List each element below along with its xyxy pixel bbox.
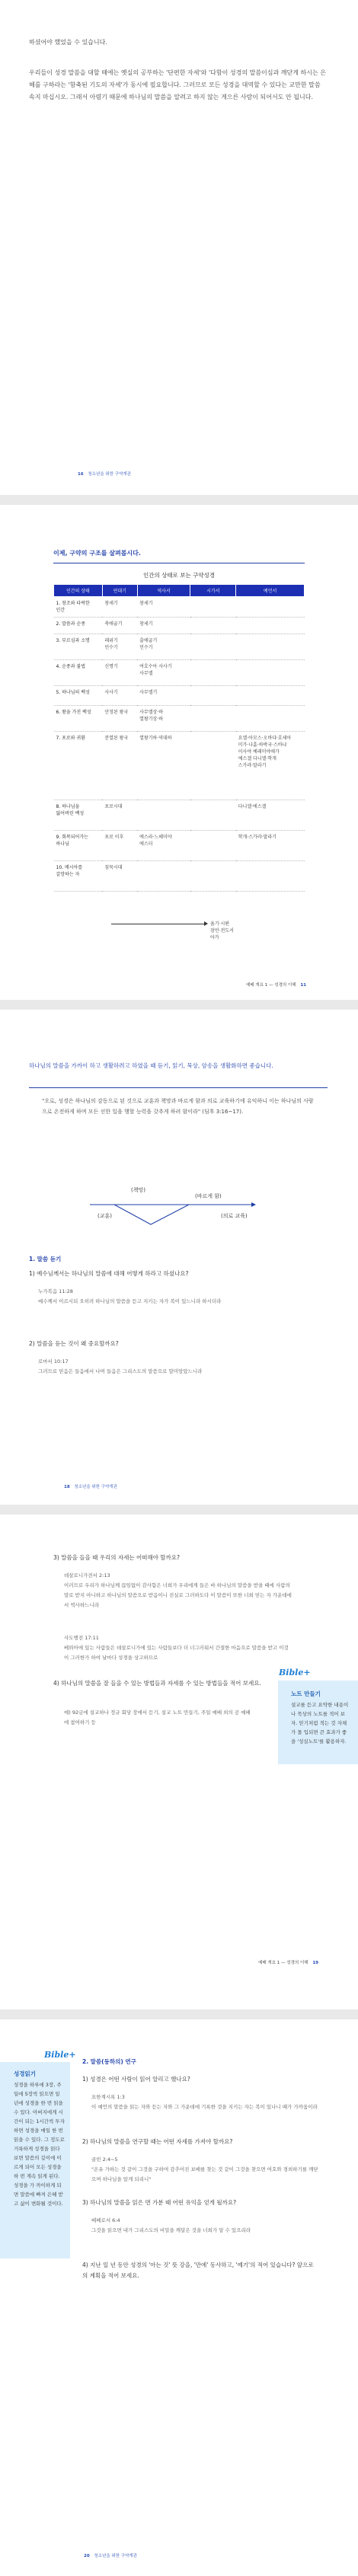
footer-label: 청소년을 위한 구약개관: [74, 1485, 118, 1489]
page-footer: [258, 1959, 318, 1965]
table-cell: [190, 634, 236, 660]
subsection-title: 1. 말씀 듣기: [29, 1256, 62, 1262]
table-cell: 열왕기하·역대하: [137, 732, 190, 800]
table-row: [54, 706, 305, 732]
paragraph: 하셨어야 했었을 수 있습니다.: [29, 39, 107, 46]
table-cell: 8. 하나님을 잃어버린 백성: [54, 800, 103, 831]
page-4: [0, 1515, 358, 2009]
table-header-cell: 시가서: [190, 585, 236, 597]
footer-label: 예배 개요 1 — 성경의 이해: [258, 1961, 308, 1965]
table-cell: [190, 660, 236, 686]
answer-text: 예) 92금에 설교하나 정규 회당 장에서 듣기, 설교 노트 만들기, 주일 예배 외의 공 예배에 참여하기 등: [64, 1709, 251, 1725]
question: 1) 성경은 어떤 사람이 읽어 알리고 했나요?: [82, 2076, 190, 2083]
answer-ref: 데살로니가전서 2:13: [64, 1572, 110, 1578]
table-cell: 요엘·아모스·오바댜·호세아 미가·나훔·하박국·스바냐 이사야 예레미야애가 에스겔 다니엘·학개 스가랴·말라기: [236, 732, 305, 800]
table-row: [54, 686, 305, 706]
answer-text: 베뢰아에 있는 사람들은 데살로니가에 있는 사람들보다 더 너그러워서 간절한 마음으로 말씀을 받고 이것이 그러한가 하여 날마다 성경을 상고하므로: [64, 1645, 289, 1661]
table-body: [54, 597, 305, 892]
question: 1) 예수님께서는 하나님의 말씀에 대해 어떻게 하라고 하셨나요?: [29, 1270, 189, 1277]
bible-plus-logo: Bible+: [279, 1668, 311, 1677]
table-cell: [236, 686, 305, 706]
table-row: [54, 634, 305, 660]
table-cell: 1. 창조와 타락한 인간: [54, 597, 103, 618]
page-number: 18: [64, 1485, 70, 1489]
table-cell: 에스라·느헤미야 에스더: [137, 831, 190, 861]
table-header-row: [54, 585, 305, 597]
answer-text: 예수께서 이르시되 오히려 하나님의 말씀을 듣고 지키는 자가 복이 있느니라 하시더라: [38, 1298, 222, 1304]
page-2: [0, 505, 358, 1000]
footer-label: 청소년을 위한 구약개관: [94, 2554, 138, 2558]
table-header-cell: 연대기: [102, 585, 137, 597]
answer-ref: 로마서 10:17: [38, 1358, 69, 1365]
table-cell: [236, 660, 305, 686]
table-cell: 사사기: [102, 686, 137, 706]
table-cell: 여호수아 사사기 사무엘: [137, 660, 190, 686]
table-header-cell: 인간의 상태: [54, 585, 103, 597]
question: 4) 지난 일 년 동안 성경의 '아는 것' 뜻 강을, '만에' 동사하고, '예기'의 적어 있습니다? 앞으로의 계획을 적어 보세요.: [82, 2262, 314, 2279]
answer-ref: 누가복음 11:28: [38, 1288, 73, 1294]
table-title: 인간의 상태로 보는 구약성경: [142, 572, 216, 579]
table-cell: [190, 732, 236, 800]
table-cell: [190, 597, 236, 618]
ot-structure-table: [53, 584, 305, 892]
poetry-note: 욥기·시편 잠언·전도서 아가: [210, 921, 234, 940]
page-1: [0, 0, 358, 495]
table-cell: 포로시대: [102, 800, 137, 831]
answer-ref: 요한계시록 1:3: [91, 2094, 125, 2100]
table-row: [54, 861, 305, 892]
tip-box-title: 성경읽기: [14, 2070, 36, 2077]
table-cell: [190, 861, 236, 892]
tip-box-text: 설교를 듣고 요약한 내용이나 묵상의 노트를 적어 보자. 믿기처럼 적는 것 자체가 몰 입되면 큰 효과가 좋을 '성실노트'를 활용하자.: [291, 1702, 349, 1744]
table-cell: 안정된 왕국: [102, 706, 137, 732]
table-cell: 사무엘기: [137, 686, 190, 706]
table-cell: [190, 800, 236, 831]
answer-ref: 사도행전 17:11: [64, 1635, 99, 1641]
answer-ref: 골빈 2:4~5: [91, 2156, 118, 2163]
question: 2) 하나님의 말씀을 연구할 때는 어떤 자세를 가져야 할까요?: [82, 2138, 233, 2145]
table-cell: 학개·스가랴·말라기: [236, 831, 305, 861]
diagram-label-left: (교훈): [97, 1213, 112, 1219]
timeline-arrow-icon: [204, 921, 208, 926]
diagram-arrowhead-icon: [251, 1202, 256, 1207]
page-number: 20: [84, 2554, 90, 2558]
table-cell: [236, 597, 305, 618]
page-footer: [246, 982, 306, 988]
section-title: 이제, 구약의 구조를 살펴봅시다.: [53, 550, 141, 557]
footer-label: 예배 개요 1 — 성경의 이해: [246, 983, 296, 988]
footer-label: 청소년을 위한 구약개관: [88, 472, 132, 477]
table-cell: [137, 861, 190, 892]
table-cell: [236, 861, 305, 892]
table-cell: [236, 618, 305, 634]
question: 4) 하나님의 말씀을 잘 들을 수 있는 방법들과 자세를 수 있는 방법들을 적어 보세요.: [53, 1680, 261, 1687]
table-cell: 2. 말씀과 순종: [54, 618, 103, 634]
table-cell: 침묵시대: [102, 861, 137, 892]
table-cell: [190, 831, 236, 861]
table-row: [54, 800, 305, 831]
table-cell: 7. 포로와 귀환: [54, 732, 103, 800]
tip-box-text: 성경을 하루에 3장, 주일에 5장씩 읽으면 일 년에 성경을 한 번 읽을 수 있다. 아버지에게 시간이 되는 1시간씩 투자하면 성경을 매일 한 번 읽을 수 있다. 그 정도로 거룩하게 성경을 읽다 보면 말씀의 깊이에 이르게 되어 모든 성경을 하 번 계속 읽게 된다. 성경을 가 까이하게 되면 말씀에 빠져 은혜 받고 삶이 변화될 것이다.: [14, 2082, 65, 2207]
page-number: 11: [300, 983, 306, 988]
table-cell: 사무엘상·하 열왕기상·하: [137, 706, 190, 732]
table-cell: 창세기: [137, 618, 190, 634]
table-cell: 출애굽기 민수기: [137, 634, 190, 660]
table-cell: 다니엘·에스겔: [236, 800, 305, 831]
question: 3) 하나님의 말씀을 읽은 면 가분 때 어떤 유익을 얻게 될까요?: [82, 2199, 237, 2206]
table-cell: [190, 618, 236, 634]
table-cell: 레위기 민수기: [102, 634, 137, 660]
diagram-dip: [114, 1205, 189, 1224]
table-cell: 포로 이후: [102, 831, 137, 861]
answer-text: 이 예언의 말씀을 읽는 자와 듣는 자와 그 가운데에 기록한 것을 지키는 자는 복이 있나니 때가 가까움이라: [91, 2104, 318, 2110]
page-footer: [78, 471, 131, 477]
table-header-cell: 예언서: [236, 585, 305, 597]
page-number: 16: [78, 472, 84, 477]
section-title: 하나님의 말씀을 가까이 하고 생활하려고 하였을 때 듣기, 읽기, 묵상, 암송을 생활화하면 좋습니다.: [29, 1062, 273, 1069]
tip-box-title: 노트 만들기: [291, 1690, 321, 1697]
answer-text: 그러므로 믿음은 들음에서 나며 들음은 그리스도의 말씀으로 말미암았느니라: [38, 1368, 203, 1374]
growth-diagram: [0, 1177, 358, 1238]
table-header-cell: 역사서: [137, 585, 190, 597]
page-number: 19: [312, 1961, 318, 1965]
page-footer: [84, 2552, 137, 2558]
table-row: [54, 831, 305, 861]
page-footer: [64, 1483, 117, 1489]
title-divider: [29, 1087, 328, 1088]
table-cell: [236, 634, 305, 660]
table-row: [54, 618, 305, 634]
bible-plus-logo: Bible+: [44, 2050, 76, 2060]
diagram-label-bottom-right: (의로 교육): [221, 1213, 248, 1219]
question: 3) 말씀을 들을 때 우리의 자세는 어떠해야 할까요?: [53, 1554, 181, 1561]
table-cell: 신명기: [102, 660, 137, 686]
answer-text: 이러므로 우리가 하나님께 끊임없이 감사함은 너희가 우리에게 들은 바 하나님의 말씀을 받을 때에 사람의 말로 받지 아니하고 하나님의 말씀으로 받음이니 진실로 그러하도다 이 말씀이 또한 너희 믿는 자 가운데에서 역사하느니라: [64, 1582, 292, 1608]
table-cell: 6. 왕을 가진 백성: [54, 706, 103, 732]
table-row: [54, 597, 305, 618]
answer-text: 그것을 읽으면 내가 그리스도의 비밀을 깨달은 것을 너희가 알 수 있으리라: [91, 2227, 251, 2233]
paragraph: 우리들이 성경 말씀을 대할 때에는 옛실의 공부하는 '단편한 자세'와 '다함이 성경의 말씀이심과 깨닫게 하시는 은혜를 구하라는 '함축된 기도의 자세'가 동시에 필요합니다. 그러므로 모든 성경을 대역할 수 있다는 교만한 말씀 속지 마십시오. 그래서 아렴기 때문에 하나님의 말씀을 알려고 하지 않는 게으른 사람이 되어서도 안 됩니다.: [29, 69, 326, 101]
diagram-label-top-right: (바르게 함): [195, 1193, 222, 1199]
table-cell: 창세기: [102, 597, 137, 618]
table-cell: 축애굽기: [102, 618, 137, 634]
answer-ref: 베베로서 6:4: [91, 2217, 120, 2223]
table-row: [54, 660, 305, 686]
page-5: [0, 2019, 358, 2576]
table-cell: 9. 회복되어가는 하나님: [54, 831, 103, 861]
table-cell: 10. 메시아를 갈망하는 자: [54, 861, 103, 892]
table-cell: 4. 순종과 불법: [54, 660, 103, 686]
table-cell: 5. 하나님의 백성: [54, 686, 103, 706]
table-cell: [190, 686, 236, 706]
quote-text: "오로, 성경은 하나님의 감동으로 된 것으로 교훈과 책망과 바르게 함과 의로 교육하기에 유익하니 이는 하나님의 사람으로 온전하게 하며 모든 선한 일을 행할 능력을 갖추게 하려 함이라" (딤후 3:16~17).: [42, 1098, 314, 1115]
table-cell: [236, 706, 305, 732]
page-3: [0, 1010, 358, 1505]
table-cell: [137, 800, 190, 831]
subsection-title: 2. 말씀(동하의) 연구: [82, 2058, 136, 2065]
table-cell: 3. 부르심과 소명: [54, 634, 103, 660]
table-cell: 창세기: [137, 597, 190, 618]
table-cell: 분열된 왕국: [102, 732, 137, 800]
diagram-label-top-left: (책망): [131, 1187, 145, 1193]
question: 2) 말씀을 듣는 것이 왜 중요할까요?: [29, 1340, 119, 1347]
answer-text: "온유 가하는 것 같이 그것을 구하여 감추어진 보배를 찾는 것 같이 그것을 찾으면 여호와 경외하기를 깨닫으며 하나님을 알게 되리니": [91, 2166, 318, 2182]
table-cell: [190, 706, 236, 732]
table-row: [54, 732, 305, 800]
